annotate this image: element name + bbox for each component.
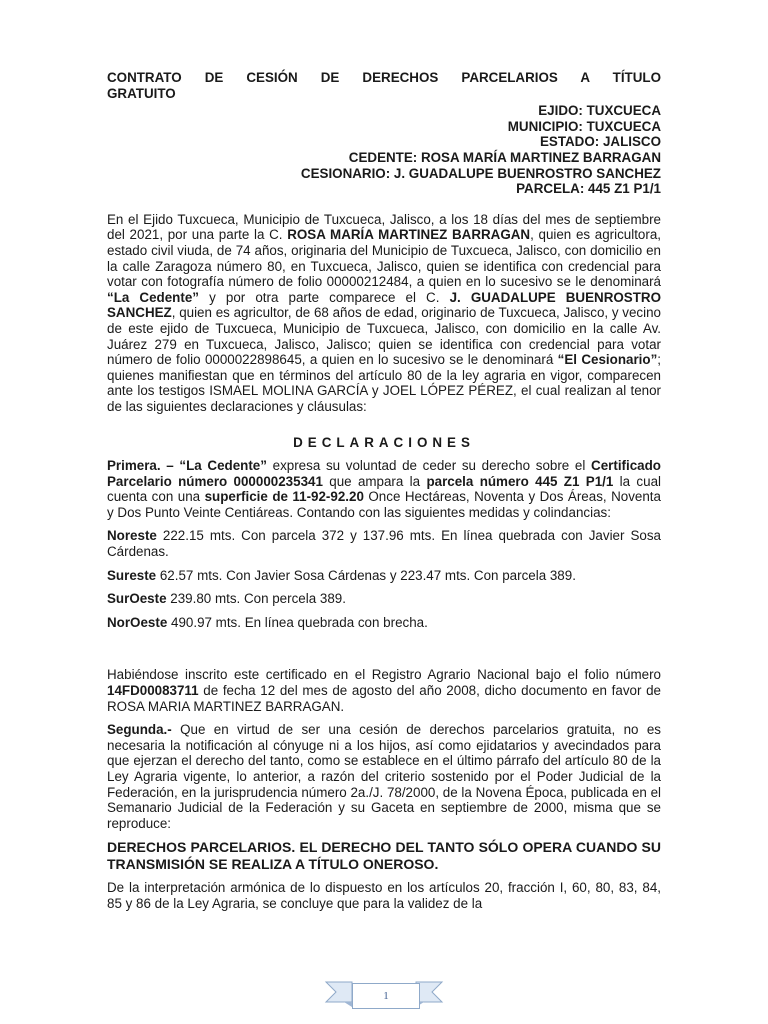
primera-text-3: la cual cuenta con una xyxy=(107,473,661,505)
primera-text-1: expresa su voluntad de ceder su derecho sobre el xyxy=(266,458,592,474)
segunda-declaracion xyxy=(107,722,661,831)
intro-cedente-name: ROSA MARÍA MARTINEZ BARRAGAN xyxy=(287,227,531,243)
primera-label: Primera. – “La Cedente” xyxy=(107,458,267,474)
superficie: superficie de 11-92-92.20 xyxy=(204,489,364,505)
meta-cedente: CEDENTE: ROSA MARÍA MARTINEZ BARRAGAN xyxy=(348,149,661,165)
colindancia-dir: Noreste xyxy=(107,528,157,544)
intro-text-1: En el Ejido Tuxcueca, Municipio de Tuxcueca, Jalisco, a los 18 días del mes de septiembre del 2021, por una parte la C. xyxy=(107,211,661,243)
colindancia-noreste xyxy=(107,528,661,559)
intro-cesionario-name: J. GUADALUPE BUENROSTRO SANCHEZ xyxy=(107,289,661,321)
intro-text-3: y por otra parte comparece el C. xyxy=(198,289,450,305)
meta-ejido: EJIDO: TUXCUECA xyxy=(538,103,661,119)
colindancia-noroeste xyxy=(107,615,661,631)
segunda-label: Segunda.- xyxy=(107,722,172,738)
colindancia-dir: Sureste xyxy=(107,567,157,583)
colindancia-text: 239.80 mts. Con percela 389. xyxy=(166,591,346,607)
meta-parcela: PARCELA: 445 Z1 P1/1 xyxy=(516,181,661,197)
document-page xyxy=(107,70,661,912)
final-paragraph: De la interpretación armónica de lo dispuesto en los artículos 20, fracción I, 60, 80, 83, 84, 85 y 86 de la Ley Agraria, se concluye que para la validez de la xyxy=(107,880,661,911)
primera-text-2: que ampara la xyxy=(322,473,427,489)
intro-cedente-alias: “La Cedente” xyxy=(107,289,199,305)
contract-metadata xyxy=(107,103,661,197)
colindancia-text: 62.57 mts. Con Javier Sosa Cárdenas y 223.47 mts. Con parcela 389. xyxy=(156,567,576,583)
title-line-2: GRATUITO xyxy=(107,85,176,101)
registro-paragraph xyxy=(107,667,661,714)
parcela-number: parcela número 445 Z1 P1/1 xyxy=(426,473,614,489)
colindancia-dir: SurOeste xyxy=(107,591,167,607)
title-line-1: CONTRATO DE CESIÓN DE DERECHOS PARCELARIOS A TÍTULO xyxy=(107,70,661,85)
colindancia-text: 490.97 mts. En línea quebrada con brecha. xyxy=(167,614,428,630)
primera-declaracion xyxy=(107,458,661,520)
intro-text-5: ; quienes manifiestan que en términos del artículo 80 de la ley agraria en vigor, comparecen ante los testigos ISMAEL MOLINA GARCÍA y JOEL LÓPEZ PÉREZ, el cual realizan al tenor de las siguientes declaraciones y cláusulas: xyxy=(107,352,661,414)
segunda-text: Que en virtud de ser una cesión de derechos parcelarios gratuita, no es necesaria la notificación al cónyuge ni a los hijos, así como ejidatarios y avecindados para que ejerzan el derecho del tanto, como se establece en el último párrafo del artículo 80 de la Ley Agraria vigente, lo anterior, a razón del criterio sostenido por el Poder Judicial de la Federación, en la jurisprudencia número 2a./J. 78/2000, de la Novena Época, publicada en el Semanario Judicial de la Federación y su Gaceta en septiembre de 2000, misma que se reproduce: xyxy=(107,722,661,831)
intro-text-2: , quien es agricultora, estado civil viuda, de 74 años, originaria del Municipio de Tuxcueca, Jalisco, con domicilio en la calle Zaragoza número 80, en Tuxcueca, Jalisco, quien se identifica con credencial para votar con fotografía número de folio 00000212484, a quien en lo sucesivo se le denominará xyxy=(107,227,662,290)
colindancia-suroeste xyxy=(107,591,661,607)
intro-paragraph xyxy=(107,212,661,415)
meta-cesionario: CESIONARIO: J. GUADALUPE BUENROSTRO SANCHEZ xyxy=(300,165,661,181)
declaraciones-heading: DECLARACIONES xyxy=(293,435,475,451)
meta-municipio: MUNICIPIO: TUXCUECA xyxy=(507,118,661,134)
intro-text-4: , quien es agricultor, de 68 años de edad, originario de Tuxcueca, Jalisco, y vecino de este ejido de Tuxcueca, Municipio de Tuxcueca, Jalisco, con domicilio en la calle Av. Juárez 279 en Tuxcueca, Jalisco, Jalisco; quien se identifica con credencial para votar número de folio 0000022898645, a quien en lo sucesivo se le denominará xyxy=(107,305,661,368)
intro-cesionario-alias: “El Cesionario” xyxy=(557,352,658,368)
meta-estado: ESTADO: JALISCO xyxy=(539,134,661,150)
certificado-number: Certificado Parcelario número 000000235341 xyxy=(107,458,661,489)
contract-title xyxy=(107,70,661,101)
registro-text-2: de fecha 12 del mes de agosto del año 2008, dicho documento en favor de ROSA MARIA MARTINEZ BARRAGAN. xyxy=(107,683,661,714)
colindancia-dir: NorOeste xyxy=(107,614,168,630)
registro-folio: 14FD00083711 xyxy=(107,683,199,698)
page-number: 1 xyxy=(352,983,420,1009)
colindancia-text: 222.15 mts. Con parcela 372 y 137.96 mts. En línea quebrada con Javier Sosa Cárdenas. xyxy=(107,528,661,560)
primera-text-4: Once Hectáreas, Noventa y Dos Áreas, Noventa y Dos Punto Veinte Centiáreas. Contando con las siguientes medidas y colindancias: xyxy=(107,489,661,520)
jurisprudencia-title: DERECHOS PARCELARIOS. EL DERECHO DEL TANTO SÓLO OPERA CUANDO SU TRANSMISIÓN SE REALIZA A TÍTULO ONEROSO. xyxy=(107,839,661,872)
registro-text-1: Habiéndose inscrito este certificado en el Registro Agrario Nacional bajo el folio número xyxy=(107,667,661,683)
colindancia-sureste xyxy=(107,568,661,584)
